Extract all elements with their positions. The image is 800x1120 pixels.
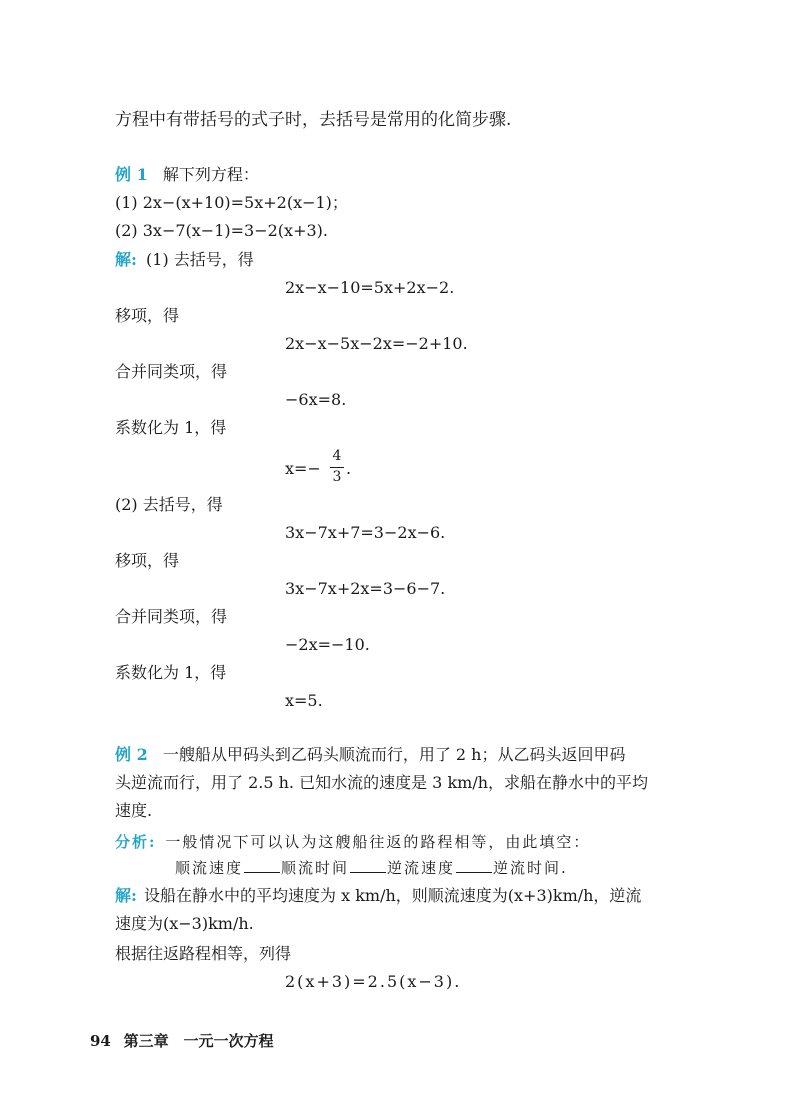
step-combine-terms-2: 合并同类项，得 [115, 607, 228, 626]
solution-1-result-prefix: x=− [285, 459, 321, 478]
fill-blank-1[interactable] [244, 858, 280, 873]
analysis-label: 分析: [115, 833, 157, 851]
page-number: 94 [90, 1032, 111, 1050]
solution-2-equation-1: 3x−7x+7=3−2x−6. [285, 523, 446, 542]
solution-2-equation: 2(x+3)=2.5(x−3). [285, 972, 462, 991]
solution-1-intro [115, 250, 254, 270]
example-2-text-1: 一艘船从甲码头到乙码头顺流而行，用了 2 h；从乙码头返回甲码 [162, 745, 626, 764]
example-2-line-3: 速度. [115, 801, 153, 820]
solution-2-step: (2) 去括号，得 [115, 495, 223, 514]
fill-blank-3[interactable] [456, 858, 492, 873]
example-1-title: 解下列方程： [162, 165, 259, 184]
solution-2-line-1 [115, 886, 641, 906]
fill-label-a: 顺流速度 [175, 859, 244, 877]
step-combine-terms: 合并同类项，得 [115, 362, 228, 381]
step-move-terms-2: 移项，得 [115, 551, 180, 570]
example-2-label: 例 2 [115, 745, 148, 764]
solution-1-equation-1: 2x−x−10=5x+2x−2. [285, 278, 455, 297]
fraction-bar [330, 467, 344, 468]
solution-1-result-suffix: . [346, 459, 352, 478]
example-1-problem-2: (2) 3x−7(x−1)=3−2(x+3). [115, 221, 328, 240]
example-1-heading [115, 165, 259, 185]
example-1-problem-1: (1) 2x−(x+10)=5x+2(x−1)； [115, 193, 348, 212]
example-2-line-2: 头逆流而行，用了 2.5 h. 已知水流的速度是 3 km/h，求船在静水中的平均 [115, 773, 649, 792]
solution-2-equation-2: 3x−7x+2x=3−6−7. [285, 579, 446, 598]
solution-2-equation-3: −2x=−10. [285, 635, 370, 654]
chapter-title: 一元一次方程 [183, 1032, 274, 1050]
solution-2-label: 解: [115, 886, 137, 905]
fill-in-line [175, 858, 568, 878]
fill-label-c: 逆流速度 [387, 859, 456, 877]
chapter-number: 第三章 [123, 1032, 169, 1050]
step-coefficient: 系数化为 1，得 [115, 418, 227, 437]
step-move-terms: 移项，得 [115, 306, 180, 325]
fill-blank-2[interactable] [350, 858, 386, 873]
fill-label-d: 逆流时间. [493, 859, 568, 877]
solution-2-line-3: 根据往返路程相等，列得 [115, 944, 292, 963]
analysis-line [115, 832, 590, 852]
intro-text: 方程中有带括号的式子时，去括号是常用的化简步骤. [115, 110, 512, 130]
fill-label-b: 顺流时间 [281, 859, 350, 877]
example-2-line-1 [115, 745, 625, 765]
fraction-denominator: 3 [332, 469, 342, 485]
solution-2-text-1: 设船在静水中的平均速度为 x km/h，则顺流速度为(x+3)km/h，逆流 [144, 886, 642, 905]
solution-2-line-2: 速度为(x−3)km/h. [115, 914, 254, 933]
solution-1-equation-2: 2x−x−5x−2x=−2+10. [285, 334, 468, 353]
solution-1-step: (1) 去括号，得 [146, 250, 254, 269]
step-coefficient-2: 系数化为 1，得 [115, 663, 227, 682]
analysis-text: 一般情况下可以认为这艘船往返的路程相等，由此填空： [165, 833, 591, 851]
solution-1-equation-3: −6x=8. [285, 390, 347, 409]
fraction-numerator: 4 [332, 448, 342, 464]
solution-2-equation-4: x=5. [285, 691, 323, 710]
example-1-label: 例 1 [115, 165, 148, 184]
solution-label: 解: [115, 250, 137, 269]
fraction [330, 448, 344, 488]
page-footer [90, 1030, 273, 1051]
